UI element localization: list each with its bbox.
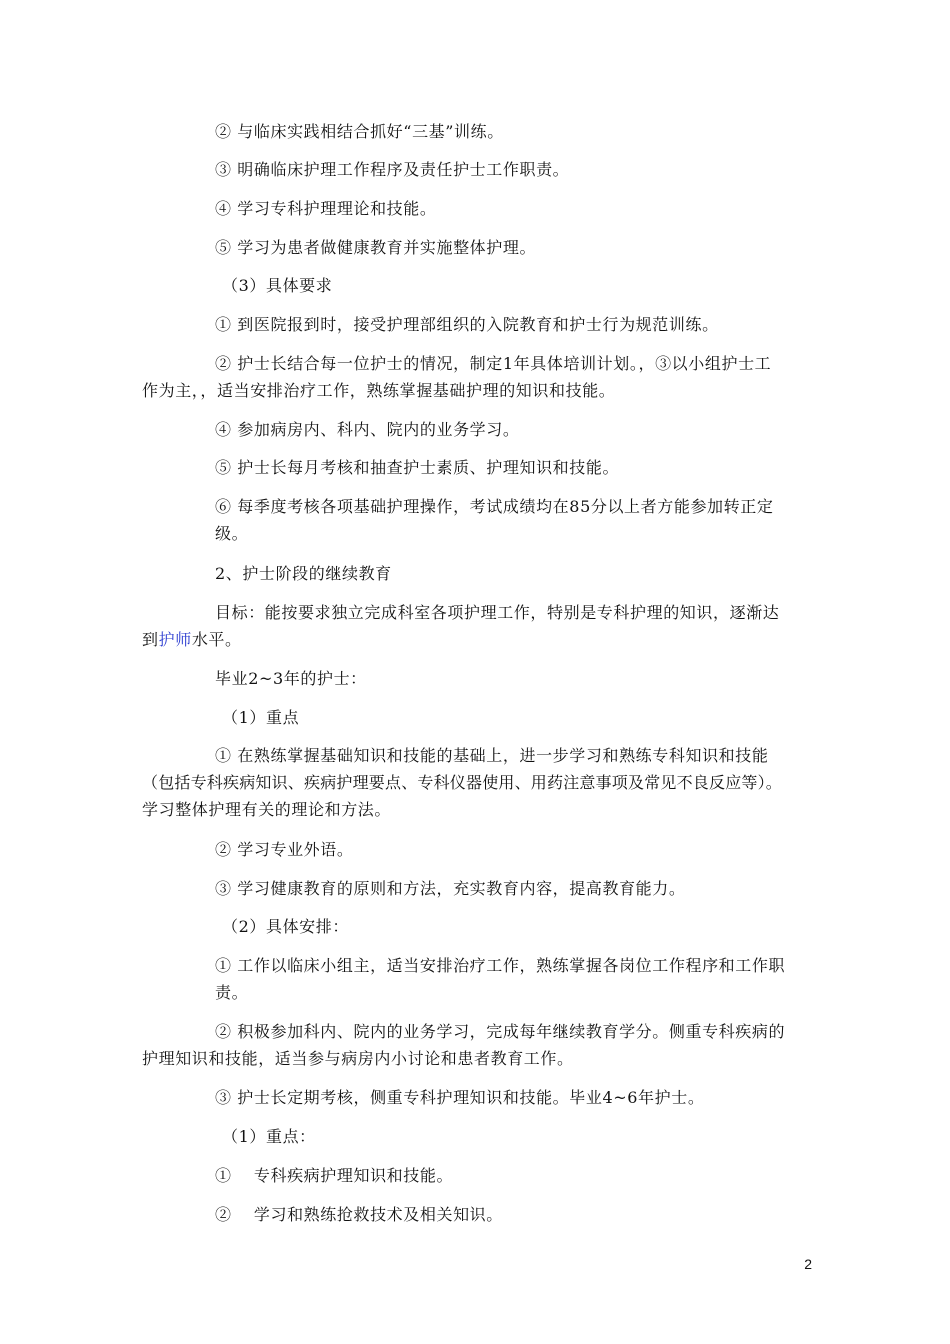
text-line: ① 到医院报到时，接受护理部组织的入院教育和护士行为规范训练。 bbox=[215, 315, 719, 334]
text-line: 级。 bbox=[215, 524, 249, 543]
text-line: 学习整体护理有关的理论和方法。 bbox=[142, 800, 392, 819]
text-line: 毕业2~3年的护士： bbox=[215, 669, 367, 688]
text-line: 作为主，，适当安排治疗工作，熟练掌握基础护理的知识和技能。 bbox=[142, 381, 616, 400]
text-line: 目标：能按要求独立完成科室各项护理工作，特别是专科护理的知识，逐渐达 bbox=[215, 603, 780, 622]
section-heading: （2）具体安排： bbox=[222, 917, 349, 936]
section-heading: （1）重点 bbox=[222, 708, 300, 727]
text-line: ③ 学习健康教育的原则和方法，充实教育内容，提高教育能力。 bbox=[215, 879, 686, 898]
text-line: ② 护士长结合每一位护士的情况，制定1年具体培训计划。，③以小组护士工 bbox=[215, 354, 772, 373]
text-line: ④ 参加病房内、科内、院内的业务学习。 bbox=[215, 420, 520, 439]
section-heading: （1）重点： bbox=[222, 1127, 316, 1146]
text-line: 护理知识和技能，适当参与病房内小讨论和患者教育工作。 bbox=[142, 1049, 574, 1068]
text-line: ② 学习和熟练抢救技术及相关知识。 bbox=[215, 1205, 503, 1224]
hyperlink-hushi[interactable]: 护师 bbox=[158, 630, 192, 649]
text-line: ① 在熟练掌握基础知识和技能的基础上，进一步学习和熟练专科知识和技能 bbox=[215, 746, 769, 765]
text-line: （包括专科疾病知识、疾病护理要点、专科仪器使用、用药注意事项及常见不良反应等）。 bbox=[142, 773, 783, 792]
text-line: ① 专科疾病护理知识和技能。 bbox=[215, 1166, 454, 1185]
text-line: ③ 明确临床护理工作程序及责任护士工作职责。 bbox=[215, 160, 570, 179]
text-line: ② 积极参加科内、院内的业务学习，完成每年继续教育学分。侧重专科疾病的 bbox=[215, 1022, 786, 1041]
text-line bbox=[142, 628, 242, 652]
text-line: ② 学习专业外语。 bbox=[215, 840, 354, 859]
page-number: 2 bbox=[804, 1256, 812, 1272]
text-line: 责。 bbox=[215, 983, 249, 1002]
text-line: ④ 学习专科护理理论和技能。 bbox=[215, 199, 437, 218]
section-heading: 2、护士阶段的继续教育 bbox=[215, 564, 392, 583]
text-line: ① 工作以临床小组主，适当安排治疗工作，熟练掌握各岗位工作程序和工作职 bbox=[215, 956, 786, 975]
text-line: ⑤ 学习为患者做健康教育并实施整体护理。 bbox=[215, 238, 537, 257]
text-line: ⑥ 每季度考核各项基础护理操作，考试成绩均在85分以上者方能参加转正定 bbox=[215, 497, 774, 516]
text-fragment: 到 bbox=[142, 630, 159, 649]
text-line: ③ 护士长定期考核，侧重专科护理知识和技能。毕业4~6年护士。 bbox=[215, 1088, 705, 1107]
section-heading: （3）具体要求 bbox=[222, 276, 333, 295]
text-line: ⑤ 护士长每月考核和抽查护士素质、护理知识和技能。 bbox=[215, 458, 620, 477]
text-line: ② 与临床实践相结合抓好“三基”训练。 bbox=[215, 122, 504, 141]
text-fragment: 水平。 bbox=[191, 630, 242, 649]
